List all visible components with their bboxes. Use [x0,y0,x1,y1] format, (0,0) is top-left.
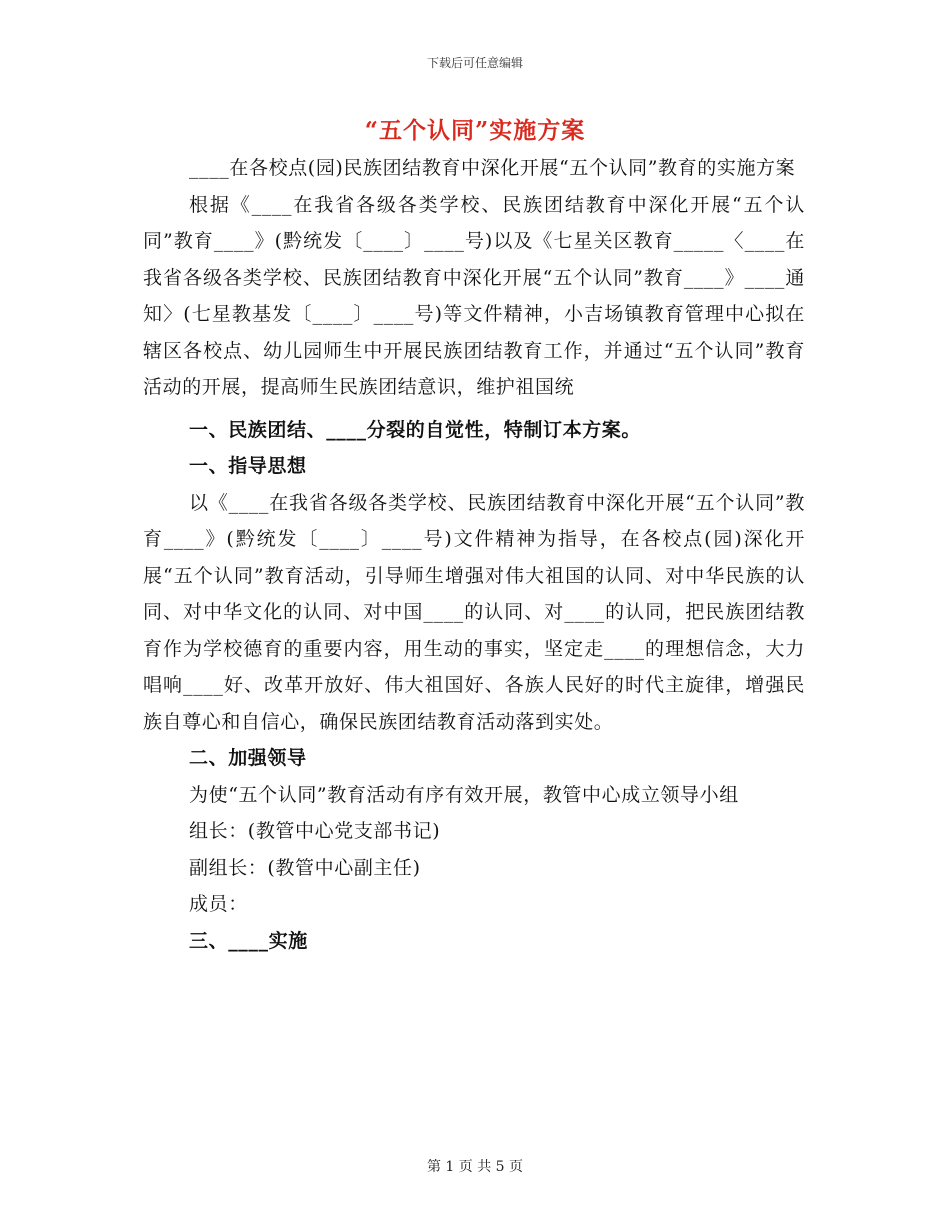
basis-paragraph: 根据《____在我省各级各类学校、民族团结教育中深化开展“五个认同”教育____》(黔统发〔____〕____号)以及《七星关区教育_____〈____在我省各级各类学校、民族团结教育中深化开展“五个认同”教育____》____通知〉(七星教基发〔____〕____号)等文件精神，小吉场镇教育管理中心拟在辖区各校点、幼儿园师生中开展民族团结教育工作，并通过“五个认同”教育活动的开展，提高师生民族团结意识，维护祖国统 [143,193,805,398]
leader-line: 组长：(教管中心党支部书记) [189,820,441,842]
section-heading-implementation: 三、____实施 [189,929,308,952]
page-number: 第 1 页 共 5 页 [426,1159,524,1175]
intro-paragraph: ____在各校点(园)民族团结教育中深化开展“五个认同”教育的实施方案 [189,157,796,179]
document-title: “五个认同”实施方案 [364,117,586,144]
section-heading-guiding-thought: 一、指导思想 [189,455,307,477]
leadership-paragraph: 为使“五个认同”教育活动有序有效开展，教管中心成立领导小组 [189,783,739,806]
header-note: 下载后可任意编辑 [426,56,523,70]
deputy-line: 副组长：(教管中心副主任) [189,856,421,879]
members-line: 成员： [189,893,248,915]
document-body [143,150,805,959]
guiding-paragraph: 以《____在我省各级各类学校、民族团结教育中深化开展“五个认同”教育____》(黔统发〔____〕____号)文件精神为指导，在各校点(园)深化开展“五个认同”教育活动，引导师生增强对伟大祖国的认同、对中华民族的认同、对中华文化的认同、对中国____的认同、对____的认同，把民族团结教育作为学校德育的重要内容，用生动的事实，坚定走____的理想信念，大力唱响____好、改革开放好、伟大祖国好、各族人民好的时代主旋律，增强民族自尊心和自信心，确保民族团结教育活动落到实处。 [143,491,806,733]
section-heading-leadership: 二、加强领导 [189,747,307,769]
section-heading-purpose: 一、民族团结、____分裂的自觉性，特制订本方案。 [189,418,642,441]
